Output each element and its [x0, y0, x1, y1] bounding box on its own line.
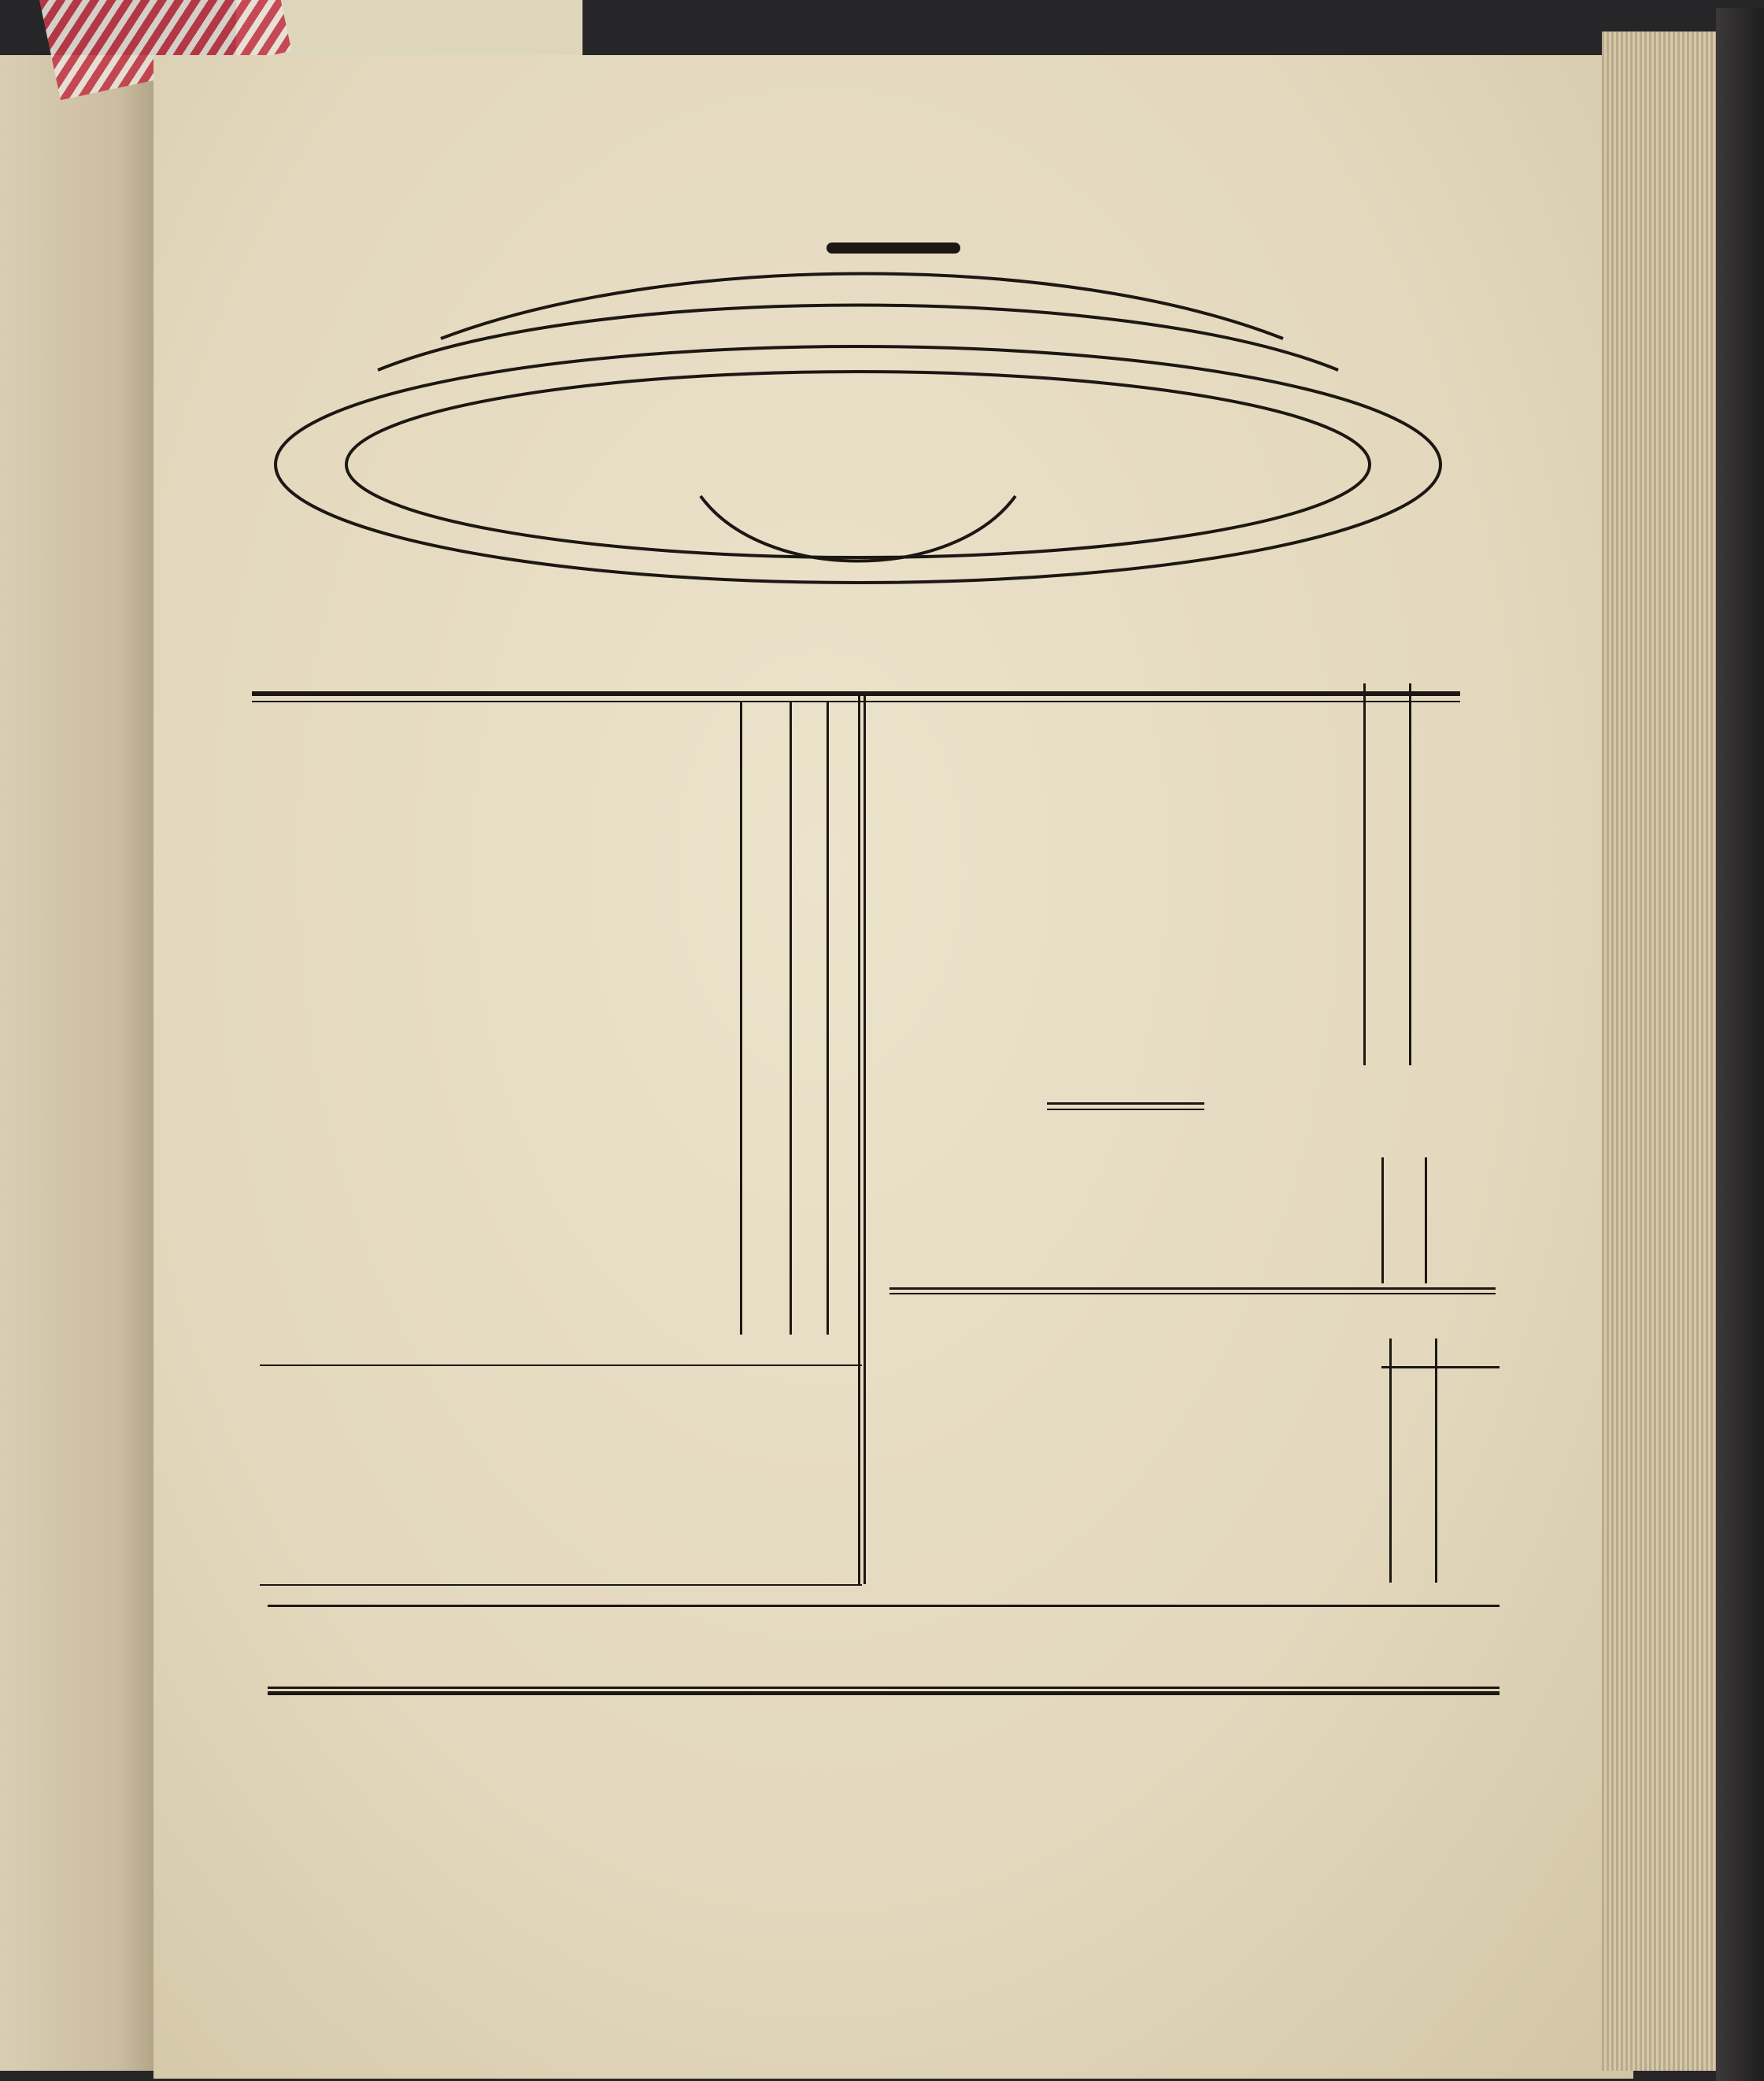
beer-col-rule-2	[1425, 1157, 1427, 1283]
bread-col-rule-2	[1435, 1339, 1437, 1583]
market-col-rule	[1363, 683, 1366, 1065]
top-rule	[252, 691, 1460, 696]
note-bottom-rule	[260, 1584, 862, 1586]
meat-col-rule-3	[827, 701, 829, 1335]
top-rule-thin	[252, 701, 1460, 702]
page-edges	[1602, 31, 1716, 2071]
meat-col-rule	[740, 701, 742, 1335]
beer-col-rule	[1381, 1157, 1384, 1283]
bread-top-rule-2	[889, 1293, 1496, 1294]
note-top-rule	[260, 1364, 862, 1366]
divider-short	[1047, 1102, 1204, 1105]
left-page	[0, 55, 169, 2071]
divider-short-2	[1047, 1109, 1204, 1110]
market-col-rule-2	[1409, 683, 1411, 1065]
center-rule-b	[864, 696, 866, 1584]
book-cover	[1716, 8, 1764, 2081]
bread-col-rule	[1389, 1339, 1392, 1583]
center-rule-a	[858, 696, 860, 1584]
grain-top-rule	[268, 1605, 1500, 1607]
grain-top-rule-2	[268, 1687, 1500, 1689]
bread-header-rule	[1381, 1366, 1500, 1368]
meat-col-rule-2	[790, 701, 792, 1335]
masthead-ornament	[260, 236, 1456, 598]
bread-top-rule	[889, 1287, 1496, 1290]
grain-top-rule-3	[268, 1691, 1500, 1695]
